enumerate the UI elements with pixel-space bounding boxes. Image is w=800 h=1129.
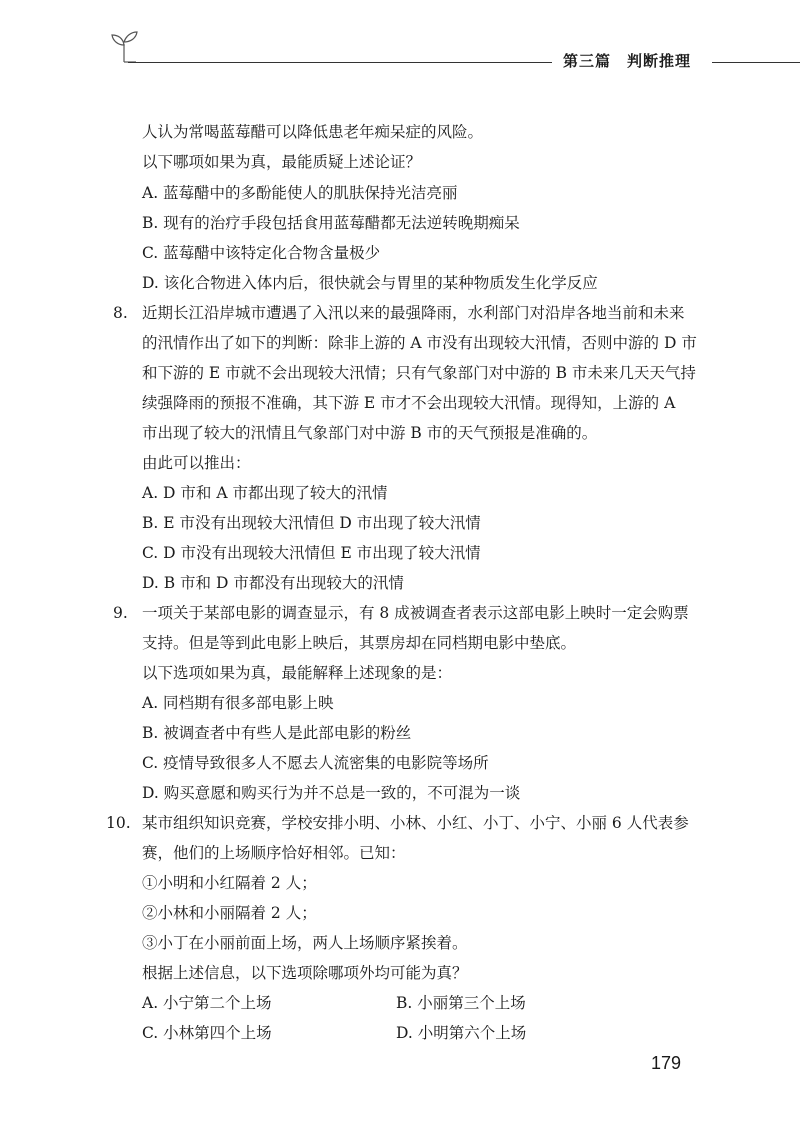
- q8-text-line: 市出现了较大的汛情且气象部门对中游 B 市的天气预报是准确的。: [142, 424, 598, 442]
- q8-text-line: 由此可以推出：: [142, 454, 251, 472]
- page-number: 179: [651, 1053, 682, 1073]
- q7-option-b: B. 现有的治疗手段包括食用蓝莓醋都无法逆转晚期痴呆: [142, 214, 520, 232]
- q8-text-line: 的汛情作出了如下的判断：除非上游的 A 市没有出现较大汛情，否则中游的 D 市: [142, 334, 697, 352]
- q10-condition-2: ②小林和小丽隔着 2 人；: [142, 904, 317, 922]
- q9-option-d: D. 购买意愿和购买行为并不总是一致的，不可混为一谈: [142, 784, 521, 802]
- q10-option-b: B. 小丽第三个上场: [396, 994, 526, 1012]
- q7-text-line: 人认为常喝蓝莓醋可以降低患老年痴呆症的风险。: [142, 123, 484, 141]
- sprout-icon: [110, 28, 138, 64]
- q9-option-b: B. 被调查者中有些人是此部电影的粉丝: [142, 724, 412, 742]
- q10-option-a: A. 小宁第二个上场: [142, 994, 272, 1012]
- q9-text-line: 支持。但是等到此电影上映后，其票房却在同档期电影中垫底。: [142, 634, 577, 652]
- q7-text-line: 以下哪项如果为真，最能质疑上述论证？: [142, 153, 422, 171]
- q10-text-line: 赛，他们的上场顺序恰好相邻。已知：: [142, 844, 406, 862]
- q9-number: 9.: [113, 604, 128, 622]
- q8-text-line: 续强降雨的预报不准确，其下游 E 市才不会出现较大汛情。现得知，上游的 A: [142, 394, 676, 412]
- q8-number: 8.: [113, 304, 128, 322]
- q8-option-d: D. B 市和 D 市都没有出现较大的汛情: [142, 574, 404, 592]
- q8-option-b: B. E 市没有出现较大汛情但 D 市出现了较大汛情: [142, 514, 481, 532]
- q7-option-a: A. 蓝莓醋中的多酚能使人的肌肤保持光洁亮丽: [142, 184, 458, 202]
- q10-text-line: 某市组织知识竞赛，学校安排小明、小林、小红、小丁、小宁、小丽 6 人代表参: [142, 814, 689, 832]
- q7-option-d: D. 该化合物进入体内后，很快就会与胃里的某种物质发生化学反应: [142, 274, 598, 292]
- q10-option-c: C. 小林第四个上场: [142, 1024, 272, 1042]
- q9-text-line: 一项关于某部电影的调查显示，有 8 成被调查者表示这部电影上映时一定会购票: [142, 604, 689, 622]
- q9-text-line: 以下选项如果为真，最能解释上述现象的是：: [142, 664, 453, 682]
- q8-option-a: A. D 市和 A 市都出现了较大的汛情: [142, 484, 388, 502]
- q8-option-c: C. D 市没有出现较大汛情但 E 市出现了较大汛情: [142, 544, 481, 562]
- header-rule-left: [128, 62, 552, 63]
- q9-option-c: C. 疫情导致很多人不愿去人流密集的电影院等场所: [142, 754, 489, 772]
- header-rule-right: [712, 62, 800, 63]
- q10-condition-3: ③小丁在小丽前面上场，两人上场顺序紧挨着。: [142, 934, 468, 952]
- q10-text-line: 根据上述信息，以下选项除哪项外均可能为真？: [142, 964, 468, 982]
- page-header: [0, 0, 800, 80]
- q10-number: 10.: [106, 814, 131, 832]
- q10-condition-1: ①小明和小红隔着 2 人；: [142, 874, 317, 892]
- q9-option-a: A. 同档期有很多部电影上映: [142, 694, 334, 712]
- q7-option-c: C. 蓝莓醋中该特定化合物含量极少: [142, 244, 381, 262]
- q10-option-d: D. 小明第六个上场: [396, 1024, 527, 1042]
- q8-text-line: 近期长江沿岸城市遭遇了入汛以来的最强降雨，水利部门对沿岸各地当前和未来: [142, 304, 685, 322]
- q8-text-line: 和下游的 E 市就不会出现较大汛情；只有气象部门对中游的 B 市未来几天天气持: [142, 364, 696, 382]
- section-title: 第三篇 判断推理: [563, 52, 692, 70]
